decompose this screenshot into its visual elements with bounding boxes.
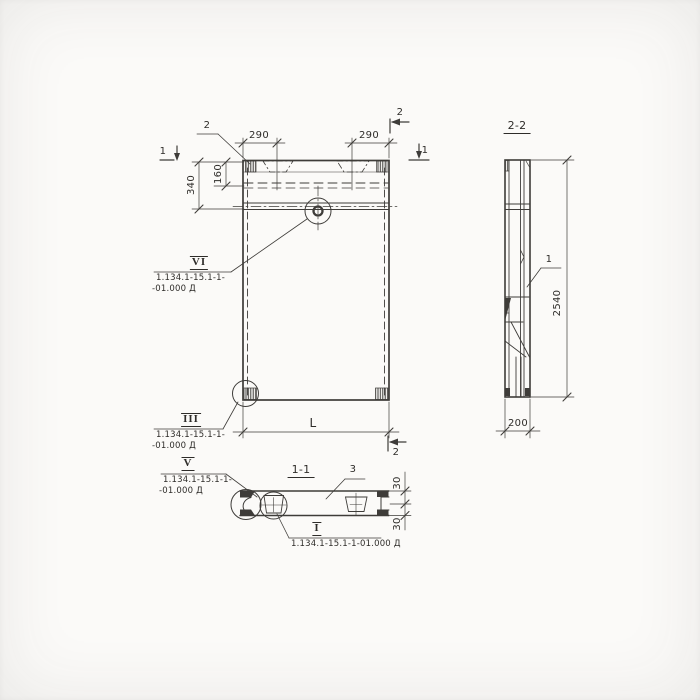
callout-3: 3 — [349, 464, 357, 475]
detail-v-ref-line1: 1.134.1-15.1-1- — [163, 475, 232, 485]
detail-mark-iii: III — [183, 413, 199, 425]
section-2-2-title: 2-2 — [504, 120, 531, 134]
detail-iii-ref-line2: -01.000 Д — [152, 441, 196, 451]
dim-200: 200 — [508, 418, 528, 429]
section-marker-1-right: 1 — [421, 145, 429, 156]
section-marker-2-bottom: 2 — [392, 447, 400, 458]
front-view-geometry — [233, 161, 398, 407]
dim-30-top: 30 — [392, 476, 403, 490]
detail-i-ref: 1.134.1-15.1-1-01.000 Д — [291, 539, 401, 549]
dim-160: 160 — [213, 164, 224, 184]
callout-1: 1 — [545, 254, 553, 265]
dim-340: 340 — [186, 175, 197, 195]
detail-vi-ref-line1: 1.134.1-15.1-1- — [156, 273, 225, 283]
section-marker-1-left: 1 — [159, 146, 167, 157]
dim-290-right: 290 — [359, 130, 379, 141]
dim-length-L: L — [309, 416, 317, 430]
detail-iii-ref-line1: 1.134.1-15.1-1- — [156, 430, 225, 440]
detail-mark-i: I — [314, 522, 320, 534]
dim-290-left: 290 — [249, 130, 269, 141]
section-marker-2-top: 2 — [396, 107, 404, 118]
section-2-2-geometry — [505, 160, 530, 397]
position-callout-2: 2 — [203, 120, 211, 131]
detail-vi-ref-line2: -01.000 Д — [152, 284, 196, 294]
dim-2540: 2540 — [552, 289, 563, 317]
dim-30-bottom: 30 — [392, 517, 403, 531]
detail-v-ref-line2: -01.000 Д — [159, 486, 203, 496]
section-1-1-title: 1-1 — [288, 464, 315, 478]
section-1-1-geometry — [231, 490, 389, 520]
detail-mark-vi: VI — [191, 256, 207, 268]
detail-mark-v: V — [183, 457, 193, 469]
